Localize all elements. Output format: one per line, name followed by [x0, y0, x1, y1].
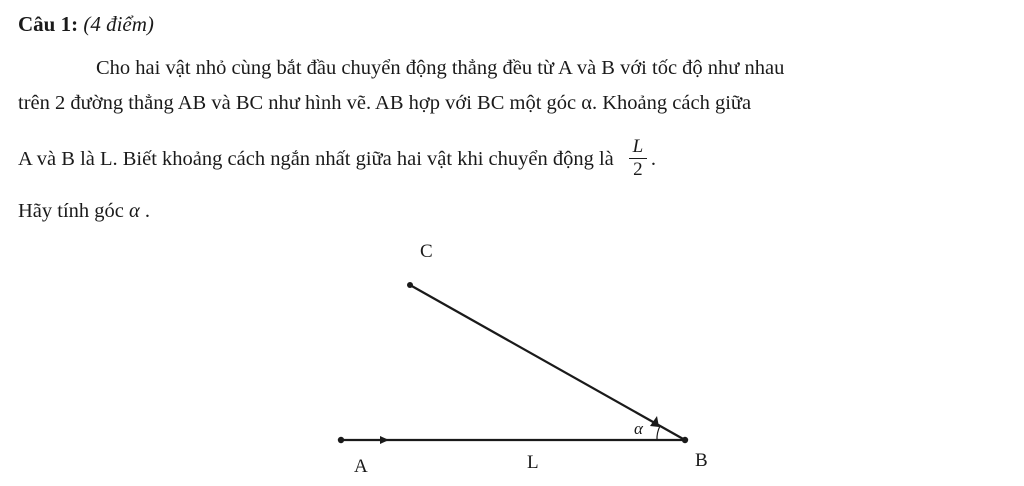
fraction-numerator: L: [632, 136, 644, 157]
line-3-period: .: [650, 148, 657, 171]
point-a-dot: [338, 437, 344, 443]
fraction-denominator: 2: [633, 159, 643, 180]
velocity-arrow-a: [380, 436, 389, 444]
problem-text-line-1: Cho hai vật nhỏ cùng bắt đầu chuyển động thẳng đều từ A và B với tốc độ như nhau: [96, 57, 785, 79]
problem-text-line-3-text: A và B là L. Biết khoảng cách ngắn nhất giữa hai vật khi chuyển động là: [18, 148, 614, 171]
label-alpha: α: [634, 419, 643, 438]
line-4-period: .: [144, 200, 151, 222]
segment-bc: [410, 285, 685, 440]
label-l: L: [527, 452, 539, 473]
alpha-symbol: α: [129, 200, 140, 222]
label-b: B: [695, 450, 708, 471]
label-c: C: [420, 241, 433, 262]
line-4-prefix: Hãy tính góc: [18, 200, 124, 222]
problem-text-line-2: trên 2 đường thẳng AB và BC như hình vẽ. AB hợp với BC một góc α. Khoảng cách giữa: [18, 92, 752, 114]
question-number: Câu 1:: [18, 12, 79, 36]
point-c-dot: [407, 282, 413, 288]
label-a: A: [354, 456, 368, 477]
point-b-dot: [682, 437, 688, 443]
angle-arc-alpha: [657, 426, 660, 440]
question-points: (4 điểm): [83, 12, 154, 36]
